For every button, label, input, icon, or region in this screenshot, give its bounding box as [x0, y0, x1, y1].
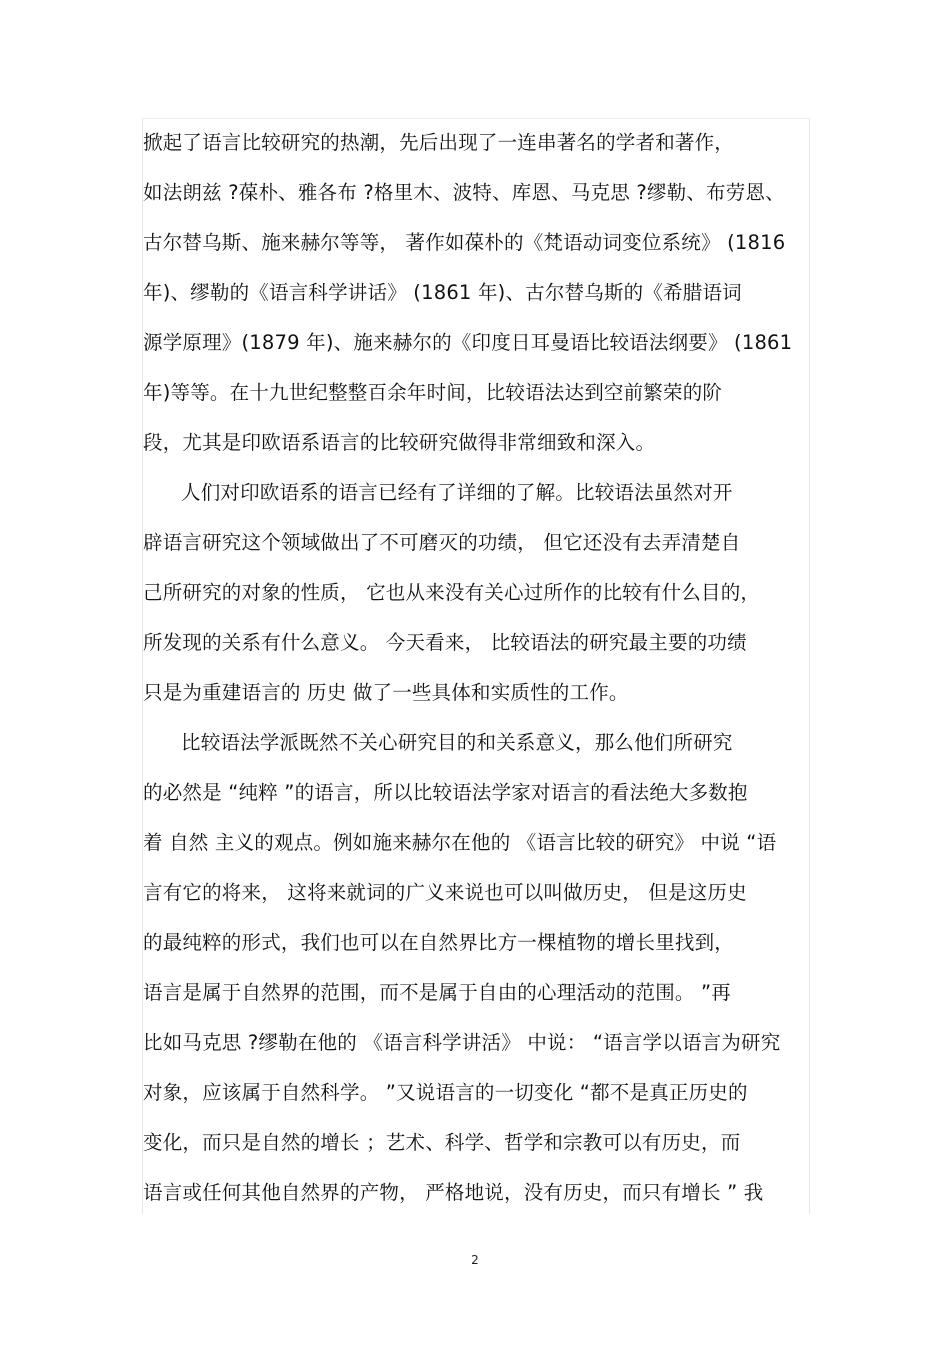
text-line: 的必然是 “纯粹 ”的语言，所以比较语法学家对语言的看法绝大多数抱: [143, 781, 748, 804]
text-line: 变化，而只是自然的增长 ；艺术、科学、哲学和宗教可以有历史，而: [143, 1131, 741, 1154]
text-line: 着 自然 主义的观点。例如施来赫尔在他的 《语言比较的研究》 中说 “语: [143, 831, 777, 854]
text-line: 年)、缪勒的《语言科学讲话》 (1861 年)、古尔替乌斯的《希腊语词: [143, 281, 742, 304]
text-line: 掀起了语言比较研究的热潮，先后出现了一连串著名的学者和著作，: [143, 131, 735, 154]
text-line: 语言或任何其他自然界的产物， 严格地说，没有历史，而只有增长 ” 我: [143, 1181, 764, 1204]
text-line: 言有它的将来， 这将来就词的广义来说也可以叫做历史， 但是这历史: [143, 881, 747, 904]
body-text: [143, 118, 808, 1218]
text-line: 对象，应该属于自然科学。 ”又说语言的一切变化 “都不是真正历史的: [143, 1081, 748, 1104]
text-line: 所发现的关系有什么意义。 今天看来， 比较语法的研究最主要的功绩: [143, 631, 747, 654]
text-line: 段，尤其是印欧语系语言的比较研究做得非常细致和深入。: [143, 431, 656, 454]
text-line: 年)等等。在十九世纪整整百余年时间，比较语法达到空前繁荣的阶: [143, 381, 723, 404]
page-number: 2: [471, 1253, 479, 1267]
paragraph-start-line: 人们对印欧语系的语言已经有了详细的了解。比较语法虽然对开: [181, 481, 733, 504]
text-line: 古尔替乌斯、施来赫尔等等， 著作如葆朴的《梵语动词变位系统》 (1816: [143, 231, 786, 254]
text-line: 比如马克思 ?缪勒在他的 《语言科学讲活》 中说： “语言学以语言为研究: [143, 1031, 781, 1054]
text-line: 己所研究的对象的性质， 它也从来没有关心过所作的比较有什么目的，: [143, 581, 761, 604]
text-line: 只是为重建语言的 历史 做了一些具体和实质性的工作。: [143, 681, 629, 704]
text-line: 源学原理》(1879 年)、施来赫尔的《印度日耳曼语比较语法纲要》 (1861: [143, 331, 793, 354]
text-line: 辟语言研究这个领域做出了不可磨灭的功绩， 但它还没有去弄清楚自: [143, 531, 741, 554]
text-line: 语言是属于自然界的范围，而不是属于自由的心理活动的范围。 ”再: [143, 981, 732, 1004]
text-line: 的最纯粹的形式，我们也可以在自然界比方一棵植物的增长里找到，: [143, 931, 735, 954]
paragraph-start-line: 比较语法学派既然不关心研究目的和关系意义，那么他们所研究: [181, 731, 733, 754]
text-line: 如法朗兹 ?葆朴、雅各布 ?格里木、波特、库恩、马克思 ?缪勒、布劳恩、: [143, 181, 785, 204]
